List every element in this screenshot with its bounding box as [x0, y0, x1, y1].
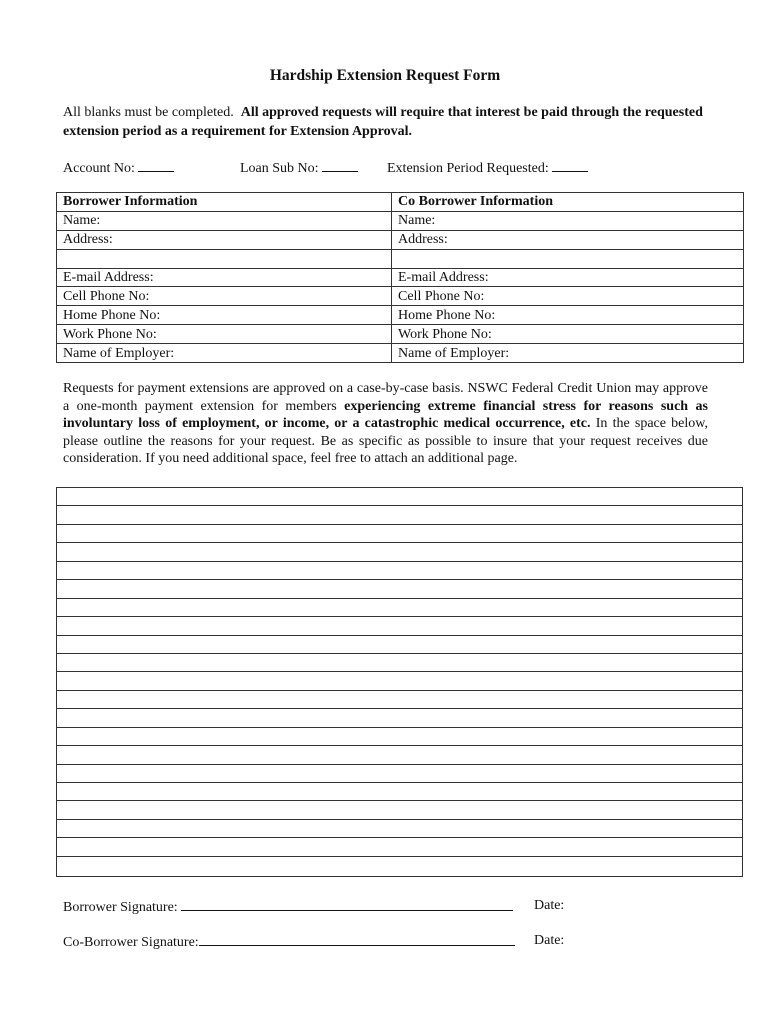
reason-line[interactable]: [57, 801, 742, 819]
reason-line[interactable]: [57, 691, 742, 709]
reason-line[interactable]: [57, 562, 742, 580]
borrower-signature-field[interactable]: [63, 896, 513, 917]
coborrower-home-phone-field[interactable]: Home Phone No:: [392, 306, 744, 325]
extension-period-blank[interactable]: [552, 157, 588, 172]
coborrower-work-phone-field[interactable]: Work Phone No:: [392, 325, 744, 344]
borrower-signature-label: Borrower Signature:: [63, 900, 178, 915]
reason-line[interactable]: [57, 746, 742, 764]
account-identifiers: [0, 157, 770, 177]
request-text-1: Requests for payment extensions are approved on a case-by-case basis. NSWC Federal Credit Union may approve a one-month payment extension for members: [63, 381, 708, 414]
reason-line[interactable]: [57, 580, 742, 598]
borrower-work-phone-field[interactable]: Work Phone No:: [57, 325, 392, 344]
instructions-bold: All approved requests will require that interest be paid through the requested extension period as a requirement for Extension Approval.: [63, 105, 703, 139]
coborrower-date-field[interactable]: [534, 931, 564, 950]
request-text-bold: experiencing extreme financial stress for reasons such as involuntary loss of employment, or income, or a catastrophic medical occurrence, etc.: [63, 398, 708, 431]
reason-line[interactable]: [57, 838, 742, 856]
request-text-2: In the space below, please outline the reasons for your request. Be as specific as possible to insure that your request receives due consideration. If you need additional space, feel free to attach an additional page.: [63, 416, 708, 466]
borrower-signature-line[interactable]: [181, 896, 513, 911]
reason-line[interactable]: [57, 488, 742, 506]
coborrower-signature-field[interactable]: [63, 931, 515, 952]
account-no-field[interactable]: [63, 157, 174, 178]
reason-line[interactable]: [57, 728, 742, 746]
reason-line[interactable]: [57, 783, 742, 801]
coborrower-date-label: Date:: [534, 933, 565, 948]
extension-period-label: Extension Period Requested:: [387, 161, 549, 176]
form-title: Hardship Extension Request Form: [269, 67, 501, 84]
account-no-blank[interactable]: [138, 157, 174, 172]
reason-line[interactable]: [57, 765, 742, 783]
coborrower-address-line2[interactable]: [392, 249, 744, 268]
reason-text-area[interactable]: [56, 487, 743, 877]
borrower-email-field[interactable]: E-mail Address:: [57, 268, 392, 287]
borrower-cell-phone-field[interactable]: Cell Phone No:: [57, 287, 392, 306]
form-instructions: [63, 103, 713, 141]
reason-line[interactable]: [57, 672, 742, 690]
coborrower-cell-phone-field[interactable]: Cell Phone No:: [392, 287, 744, 306]
coborrower-signature-line[interactable]: [199, 931, 515, 946]
borrower-date-field[interactable]: [534, 896, 564, 915]
reason-line[interactable]: [57, 506, 742, 524]
borrower-address-field[interactable]: Address:: [57, 230, 392, 249]
request-instructions: [63, 380, 708, 468]
loan-sub-no-blank[interactable]: [322, 157, 358, 172]
coborrower-email-field[interactable]: E-mail Address:: [392, 268, 744, 287]
reason-line[interactable]: [57, 709, 742, 727]
reason-line[interactable]: [57, 654, 742, 672]
account-no-label: Account No:: [63, 161, 135, 176]
reason-line[interactable]: [57, 857, 742, 875]
loan-sub-no-label: Loan Sub No:: [240, 161, 319, 176]
reason-line[interactable]: [57, 617, 742, 635]
instructions-plain: All blanks must be completed.: [63, 105, 234, 120]
borrower-employer-field[interactable]: Name of Employer:: [57, 344, 392, 363]
borrower-home-phone-field[interactable]: Home Phone No:: [57, 306, 392, 325]
coborrower-employer-field[interactable]: Name of Employer:: [392, 344, 744, 363]
borrower-info-header: Borrower Information: [57, 193, 392, 212]
coborrower-address-field[interactable]: Address:: [392, 230, 744, 249]
reason-line[interactable]: [57, 543, 742, 561]
borrower-name-field[interactable]: Name:: [57, 211, 392, 230]
reason-line[interactable]: [57, 636, 742, 654]
borrower-info-table: [56, 192, 744, 363]
coborrower-signature-label: Co-Borrower Signature:: [63, 935, 199, 950]
coborrower-name-field[interactable]: Name:: [392, 211, 744, 230]
extension-period-field[interactable]: [387, 157, 588, 178]
coborrower-info-header: Co Borrower Information: [392, 193, 744, 212]
borrower-date-label: Date:: [534, 898, 565, 913]
reason-line[interactable]: [57, 820, 742, 838]
reason-line[interactable]: [57, 599, 742, 617]
loan-sub-no-field[interactable]: [240, 157, 358, 178]
borrower-address-line2[interactable]: [57, 249, 392, 268]
reason-line[interactable]: [57, 525, 742, 543]
